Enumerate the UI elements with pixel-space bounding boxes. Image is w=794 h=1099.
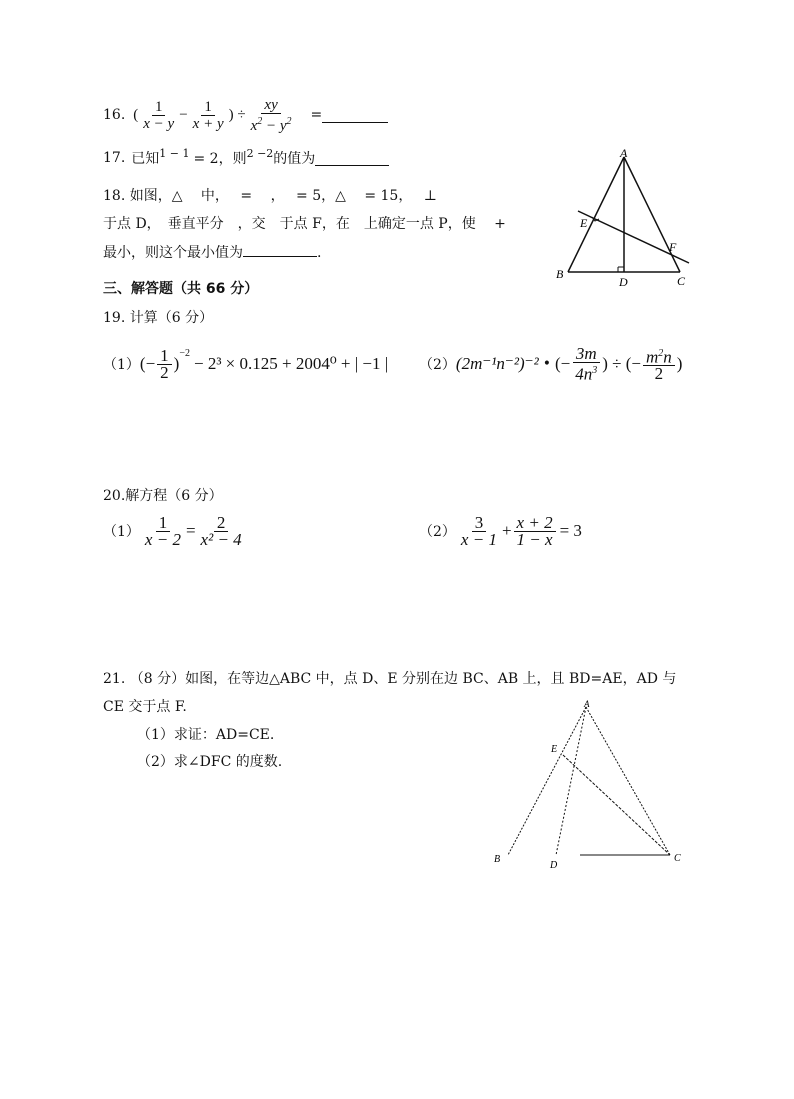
question-16-answer-blank xyxy=(322,108,388,123)
fig21-label-d: D xyxy=(550,860,558,871)
question-16-equals: = xyxy=(310,107,323,123)
question-21-line-2: CE 交于点 F. xyxy=(103,699,187,715)
fig21-label-a: A xyxy=(584,699,590,709)
question-20-title: 20.解方程（6 分） xyxy=(103,488,223,504)
question-17-number: 17. xyxy=(103,150,126,166)
question-19-part-2: （2） (2m⁻¹n⁻²)⁻² • (− $\frac{3m}{4n^3}$ ) ÷ (− $\frac{m^2n}{2}$ ) xyxy=(419,343,683,384)
question-20-part-1: （1） $\frac{1}{x - 2}$ = $\frac{2}{\text{x² − 4}}$ xyxy=(103,512,242,549)
fig18-label-a: A xyxy=(620,146,628,160)
question-18-line-3: 最小，则这个最小值为 . xyxy=(103,242,321,262)
fig21-label-c: C xyxy=(674,853,681,864)
question-18-answer-blank xyxy=(243,242,317,257)
question-17-mid: = 2，则 xyxy=(193,151,247,167)
fig18-label-d: D xyxy=(619,275,628,289)
question-19-part-1: （1） (− $\frac{1}{2}$ ) $^{-2}$ − 2³ × 0.125 + 2004⁰ + | −1 | xyxy=(103,345,389,382)
fig18-label-f: F xyxy=(669,240,677,254)
question-17 xyxy=(103,148,389,168)
fig21-label-b: B xyxy=(494,854,501,865)
fig18-label-c: C xyxy=(677,274,686,288)
section-3-title: 三、解答题（共 66 分） xyxy=(103,281,259,297)
question-21-line-1: 21. （8 分）如图，在等边△ABC 中，点 D、E 分别在边 BC、AB 上，且 BD=AE，AD 与 xyxy=(103,671,677,687)
question-18-figure xyxy=(552,145,694,290)
question-21-figure xyxy=(488,695,688,875)
question-16-expression: ( $\frac{1}{x - y}$ − $\frac{1}{x + y}$ ) ÷ $\frac{xy}{x^2 - y^2}$ xyxy=(133,96,292,134)
question-16 xyxy=(103,95,388,135)
question-18-line-1: 18. 如图，△ 中， = ， = 5，△ = 15， ⊥ xyxy=(103,188,437,204)
question-17-suffix: 的值为 xyxy=(273,151,316,167)
question-17-answer-blank xyxy=(315,151,389,166)
question-17-frac: 1 − 1 xyxy=(159,146,190,160)
question-18-line-2: 于点 D， 垂直平分 ，交 于点 F，在 上确定一点 P，使 + xyxy=(103,216,506,232)
question-17-prefix: 已知 xyxy=(131,151,160,167)
question-17-exp: 2 −2 xyxy=(246,146,274,160)
fig18-label-e: E xyxy=(580,216,588,230)
question-16-number: 16. xyxy=(103,107,126,123)
question-20-part-2: （2） $\frac{3}{x - 1}$ + $\frac{x + 2}{1 - x}$ = 3 xyxy=(419,512,582,549)
fig18-label-b: B xyxy=(556,267,564,281)
question-21-sub-2: （2）求∠DFC 的度数. xyxy=(137,754,283,770)
fig21-label-e: E xyxy=(551,744,558,755)
question-21-sub-1: （1）求证：AD=CE. xyxy=(137,727,275,743)
question-19-title: 19. 计算（6 分） xyxy=(103,310,214,326)
